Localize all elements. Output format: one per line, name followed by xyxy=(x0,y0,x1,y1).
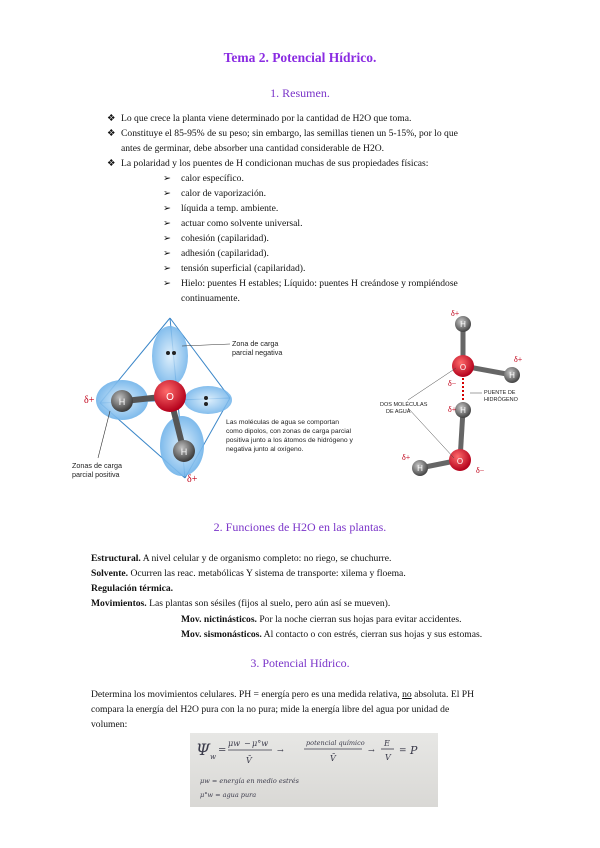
svg-text:E: E xyxy=(384,739,390,748)
svg-text:potencial químico: potencial químico xyxy=(306,739,365,747)
funcion-subitem: Mov. nictinásticos. Por la noche cierran sus hojas para evitar accidentes. xyxy=(181,614,462,625)
hydrogen-label: H xyxy=(180,447,188,457)
zone-pos-label: Zonas de carga xyxy=(72,461,122,470)
dipole-caption: Las moléculas de agua se comportan xyxy=(226,419,339,426)
handwritten-formula xyxy=(190,733,438,807)
h-bond-label: PUENTE DE xyxy=(484,390,516,396)
funcion-subitem: Mov. sismonásticos. Al contacto o con estrés, cierran sus hojas y sus estomas. xyxy=(181,629,483,640)
arrowhead-bullet-icon: ➢ xyxy=(163,248,172,259)
svg-text:δ+: δ+ xyxy=(402,453,411,462)
hydrogen-bond-diagram xyxy=(378,308,538,498)
prop-item: ➢ líquida a temp. ambiente. xyxy=(163,202,278,217)
svg-text:H: H xyxy=(509,371,515,380)
svg-text:→: → xyxy=(368,746,375,755)
zone-neg-label: parcial negativa xyxy=(232,348,283,357)
prop-item-cont: continuamente. xyxy=(181,293,240,304)
svg-text:=: = xyxy=(218,745,227,756)
section-heading-potencial: 3. Potencial Hídrico. xyxy=(250,656,350,670)
funcion-item: Movimientos. Las plantas son sésiles (fijos al suelo, pero aún así se mueven). xyxy=(91,598,391,609)
svg-text:μ°w = agua pura: μ°w = agua pura xyxy=(200,791,257,799)
arrowhead-bullet-icon: ➢ xyxy=(163,218,172,229)
water-dipole-diagram xyxy=(70,308,370,498)
potencial-paragraph-line: Determina los movimientos celulares. PH = energía pero es una medida relativa, no absoluta. El PH xyxy=(91,689,475,700)
svg-text:δ+: δ+ xyxy=(514,355,523,364)
prop-item: ➢ calor específico. xyxy=(163,172,244,187)
svg-text:Ψ: Ψ xyxy=(196,740,211,759)
potencial-paragraph-line: compara la energía del H2O pura con la no pura; mide la energía libre del agua por unidad de xyxy=(91,704,450,715)
svg-text:O: O xyxy=(459,363,467,372)
arrowhead-bullet-icon: ➢ xyxy=(163,188,172,199)
resumen-bullet-3: ❖ La polaridad y los puentes de H condicionan muchas de sus propiedades físicas: xyxy=(107,157,428,172)
handwritten-formula-image xyxy=(190,733,438,807)
prop-item: ➢ Hielo: puentes H estables; Líquido: puentes H creándose y rompiéndose xyxy=(163,277,458,292)
dipole-caption: positiva junto a los átomos de hidrógeno y xyxy=(226,437,353,444)
potencial-paragraph-line: volumen: xyxy=(91,719,128,730)
svg-text:μ°w: μ°w xyxy=(252,739,269,748)
svg-text:δ−: δ− xyxy=(448,379,457,388)
dipole-caption: negativa junto al oxígeno. xyxy=(226,446,304,453)
page-title: Tema 2. Potencial Hídrico. xyxy=(223,50,377,65)
negative-lobe xyxy=(184,386,232,414)
svg-text:→: → xyxy=(277,746,284,755)
arrowhead-bullet-icon: ➢ xyxy=(163,278,172,289)
svg-text:−: − xyxy=(244,739,251,748)
two-molecules-label: DE AGUA xyxy=(386,409,411,415)
svg-text:V: V xyxy=(385,753,391,762)
resumen-bullet-2-cont: antes de germinar, debe absorber una cantidad considerable de H2O. xyxy=(121,143,385,154)
funcion-item: Estructural. A nivel celular y de organismo completo: no riego, se chuchurre. xyxy=(91,553,392,564)
resumen-bullet-2: ❖ Constituye el 85-95% de su peso; sin embargo, las semillas tienen un 5-15%, por lo que xyxy=(107,127,458,142)
funcion-item: Regulación térmica. xyxy=(91,583,174,594)
funcion-item: Solvente. Ocurren las reac. metabólicas Y sistema de transporte: xilema y floema. xyxy=(91,568,406,579)
arrowhead-bullet-icon: ➢ xyxy=(163,233,172,244)
svg-text:μw = energía en medio estrés: μw = energía en medio estrés xyxy=(200,777,299,785)
prop-item: ➢ adhesión (capilaridad). xyxy=(163,247,269,262)
svg-text:H: H xyxy=(460,406,466,415)
resumen-bullet-1: ❖ Lo que crece la planta viene determinado por la cantidad de H2O que toma. xyxy=(107,112,411,127)
svg-text:δ+: δ+ xyxy=(451,309,460,318)
arrowhead-bullet-icon: ➢ xyxy=(163,263,172,274)
svg-text:V̄: V̄ xyxy=(330,754,336,763)
diamond-bullet-icon: ❖ xyxy=(107,158,116,169)
svg-text:P: P xyxy=(410,744,418,757)
prop-item: ➢ cohesión (capilaridad). xyxy=(163,232,269,247)
arrowhead-bullet-icon: ➢ xyxy=(163,203,172,214)
prop-item: ➢ tensión superficial (capilaridad). xyxy=(163,262,305,277)
diamond-bullet-icon: ❖ xyxy=(107,128,116,139)
zone-neg-label: Zona de carga xyxy=(232,339,279,348)
h-bond-label: HIDRÓGENO xyxy=(484,397,518,403)
delta-plus-label: δ+ xyxy=(187,474,198,485)
svg-text:=: = xyxy=(399,746,407,756)
prop-item: ➢ actuar como solvente universal. xyxy=(163,217,302,232)
dipole-caption: como dipolos, con zonas de carga parcial xyxy=(226,428,352,435)
prop-item: ➢ calor de vaporización. xyxy=(163,187,266,202)
oxygen-label: O xyxy=(166,392,174,403)
svg-text:O: O xyxy=(456,457,464,466)
section-heading-funciones: 2. Funciones de H2O en las plantas. xyxy=(213,520,387,534)
svg-text:w: w xyxy=(210,753,216,761)
svg-text:H: H xyxy=(417,464,423,473)
negative-lobe xyxy=(152,326,188,386)
delta-plus-label: δ+ xyxy=(84,395,95,406)
section-heading-resumen: 1. Resumen. xyxy=(270,86,330,100)
arrowhead-bullet-icon: ➢ xyxy=(163,173,172,184)
svg-text:H: H xyxy=(460,320,466,329)
svg-text:δ+: δ+ xyxy=(448,405,457,414)
svg-text:δ−: δ− xyxy=(476,466,485,475)
two-molecules-label: DOS MOLÉCULAS xyxy=(380,402,428,408)
hydrogen-label: H xyxy=(118,397,126,407)
svg-text:μw: μw xyxy=(228,739,241,748)
zone-pos-label: parcial positiva xyxy=(72,470,120,479)
svg-text:V̄: V̄ xyxy=(246,756,252,765)
diamond-bullet-icon: ❖ xyxy=(107,113,116,124)
